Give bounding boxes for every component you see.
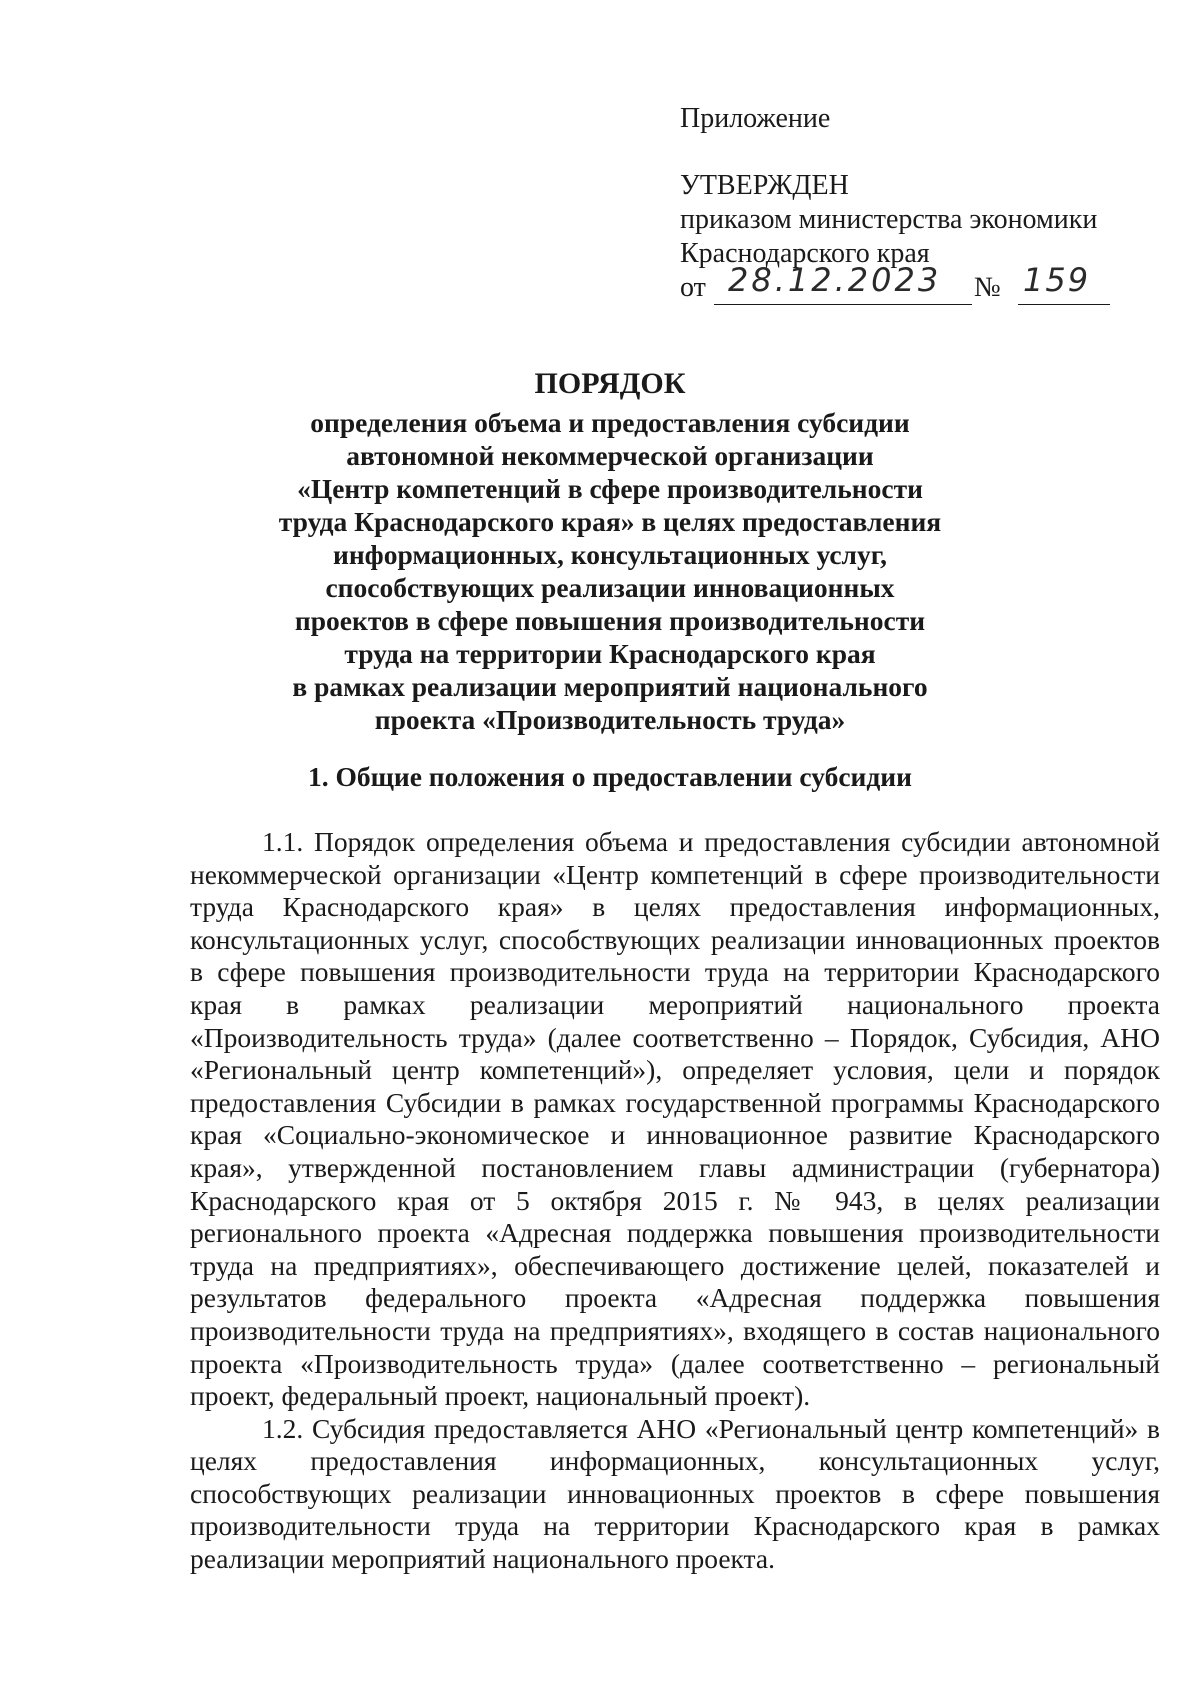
section-heading: 1. Общие положения о предоставлении субсидии bbox=[308, 761, 912, 792]
subtitle-line: труда на территории Краснодарского края bbox=[344, 638, 876, 669]
appendix-label: Приложение bbox=[680, 103, 831, 134]
handwritten-date: 28.12.2023 bbox=[728, 261, 942, 299]
document-body bbox=[190, 826, 1160, 1576]
order-date-number-line bbox=[680, 261, 1120, 309]
approval-order-line-2: Краснодарского края bbox=[680, 238, 930, 269]
approved-label: УТВЕРЖДЕН bbox=[680, 170, 849, 201]
document-subtitle bbox=[200, 406, 1020, 736]
subtitle-line: «Центр компетенций в сфере производительности bbox=[297, 473, 923, 504]
document-title-block bbox=[200, 366, 1020, 736]
handwritten-number: 159 bbox=[1023, 261, 1091, 299]
date-underline bbox=[714, 304, 972, 305]
paragraph-1-1: 1.1. Порядок определения объема и предоставления субсидии автономной некоммерческой организации «Центр компетенций в сфере производительности труда Краснодарского края» в целях предоставления информационных, консультационных услуг, способствующих реализации инновационных проектов в сфере повышения производительности труда на территории Краснодарского края в рамках реализации мероприятий национального проекта «Производительность труда» (далее соответственно – Порядок, Субсидия, АНО «Региональный центр компетенций»), определяет условия, цели и порядок предоставления Субсидии в рамках государственной программы Краснодарского края «Социально-экономическое и инновационное развитие Краснодарского края», утвержденной постановлением главы администрации (губернатора) Краснодарского края от 5 октября 2015 г. № 943, в целях реализации регионального проекта «Адресная поддержка повышения производительности труда на предприятиях», обеспечивающего достижение целей, показателей и результатов федерального проекта «Адресная поддержка повышения производительности труда на предприятиях», входящего в состав национального проекта «Производительность труда» (далее соответственно – региональный проект, федеральный проект, национальный проект). bbox=[190, 826, 1160, 1412]
subtitle-line: способствующих реализации инновационных bbox=[325, 572, 895, 603]
subtitle-line: информационных, консультационных услуг, bbox=[332, 539, 887, 570]
subtitle-line: в рамках реализации мероприятий национального bbox=[292, 671, 928, 702]
subtitle-line: автономной некоммерческой организации bbox=[346, 440, 874, 471]
number-label: № bbox=[974, 272, 1001, 303]
document-title: ПОРЯДОК bbox=[534, 367, 686, 400]
subtitle-line: проектов в сфере повышения производительности bbox=[294, 605, 926, 636]
from-label: от bbox=[680, 272, 706, 303]
approval-order-line-1: приказом министерства экономики bbox=[680, 204, 1098, 235]
paragraph-1-2: 1.2. Субсидия предоставляется АНО «Региональный центр компетенций» в целях предоставления информационных, консультационных услуг, способствующих реализации инновационных проектов в сфере повышения производительности труда на территории Краснодарского края в рамках реализации мероприятий национального проекта. bbox=[190, 1412, 1160, 1575]
subtitle-line: труда Краснодарского края» в целях предоставления bbox=[278, 506, 942, 537]
number-underline bbox=[1018, 304, 1110, 305]
approval-block bbox=[680, 102, 1120, 309]
subtitle-line: проекта «Производительность труда» bbox=[374, 704, 846, 735]
subtitle-line: определения объема и предоставления субсидии bbox=[310, 407, 910, 438]
